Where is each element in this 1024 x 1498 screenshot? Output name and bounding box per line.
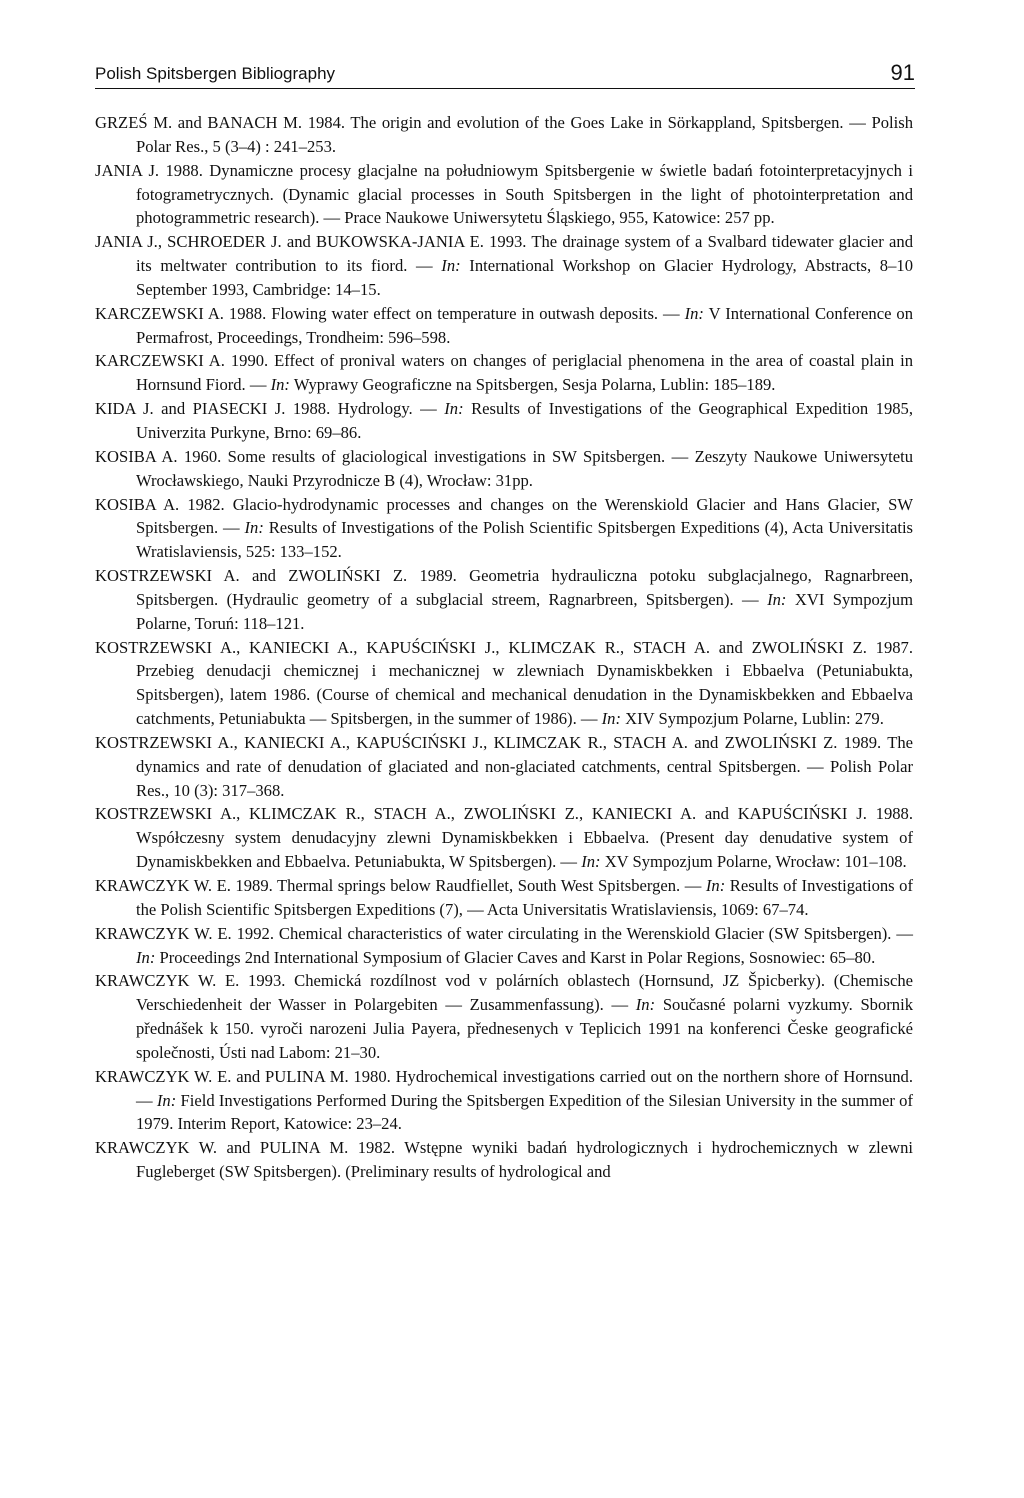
entry-text: International Workshop on Glacier Hydrology, Abstracts, 8–10 September 1993, Cambridge: 14–15. — [136, 256, 913, 299]
entry-text: KRAWCZYK W. E. and PULINA M. 1980. Hydrochemical investigations carried out on the northern shore of Hornsund. — — [95, 1066, 913, 1110]
bibliography-entry — [95, 349, 913, 397]
entry-text: Results of Investigations of the Polish Scientific Spitsbergen Expeditions (7), — Acta Universitatis Wratislaviensis, 1069: 67–74. — [136, 876, 913, 919]
bibliography-list — [95, 111, 913, 1184]
entry-text: KOSTRZEWSKI A. and ZWOLIŃSKI Z. 1989. Geometria hydrauliczna potoku subglacjalnego, Ragnarbreen, Spitsbergen. (Hydraulic geometry of a subglacial streem, Ragnarbreen, Spitsbergen). — — [95, 566, 913, 609]
entry-in-marker: In: — [136, 947, 156, 967]
bibliography-entry — [95, 230, 913, 302]
entry-text: XVI Sympozjum Polarne, Toruń: 118–121. — [136, 589, 913, 633]
entry-in-marker: In: — [635, 995, 656, 1015]
page-header — [95, 58, 915, 89]
entry-in-marker: In: — [156, 1090, 177, 1110]
entry-text: Proceedings 2nd International Symposium of Glacier Caves and Karst in Polar Regions, Sosnowiec: 65–80. — [155, 947, 876, 967]
entry-text: KRAWCZYK W. E. 1993. Chemická rozdílnost vod v polárních oblastech (Hornsund, JZ Špicberky). (Chemische Verschiedenheit der Wasser in Polargebiten — Zusammenfassung). — — [95, 971, 913, 1015]
entry-text: V International Conference on Permafrost, Proceedings, Trondheim: 596–598. — [136, 303, 913, 347]
entry-text: KIDA J. and PIASECKI J. 1988. Hydrology. — — [95, 399, 445, 419]
entry-in-marker: In: — [244, 518, 264, 538]
entry-text: KOSIBA A. 1960. Some results of glaciological investigations in SW Spitsbergen. — Zeszyty Naukowe Uniwersytetu Wrocławskiego, Nauki Przyrodnicze B (4), Wrocław: 31pp. — [95, 446, 913, 490]
bibliography-entry — [95, 111, 913, 159]
entry-text: KRAWCZYK W. and PULINA M. 1982. Wstępne wyniki badań hydrologicznych i hydrochemicznych w zlewni Fugleberget (SW Spitsbergen). (Preliminary results of hydrological and — [95, 1138, 913, 1182]
entry-text: KOSTRZEWSKI A., KLIMCZAK R., STACH A., ZWOLIŃSKI Z., KANIECKI A. and KAPUŚCIŃSKI J. 1988. Współczesny system denudacyjny zlewni Dynamiskbekken i Ebbaelva. (Present day denudative system of Dynamiskbekken and Ebbaelva. Petuniabukta, W Spitsbergen). — — [95, 804, 913, 872]
entry-text: Wyprawy Geograficzne na Spitsbergen, Sesja Polarna, Lublin: 185–189. — [289, 375, 776, 395]
page-number: 91 — [890, 60, 915, 85]
entry-in-marker: In: — [441, 256, 461, 276]
bibliography-entry — [95, 731, 913, 803]
entry-text: Results of Investigations of the Geographical Expedition 1985, Univerzita Purkyne, Brno: 69–86. — [136, 399, 913, 442]
bibliography-entry — [95, 636, 913, 731]
bibliography-entry — [95, 922, 913, 970]
entry-in-marker: In: — [767, 589, 787, 609]
entry-in-marker: In: — [270, 375, 290, 395]
entry-text: KRAWCZYK W. E. 1992. Chemical characteristics of water circulating in the Werenskiold Glacier (SW Spitsbergen). — — [95, 923, 913, 943]
bibliography-entry — [95, 1065, 913, 1137]
entry-text: GRZEŚ M. and BANACH M. 1984. The origin and evolution of the Goes Lake in Sörkappland, Spitsbergen. — Polish Polar Res., 5 (3–4) : 241–253. — [95, 113, 913, 156]
entry-in-marker: In: — [444, 399, 464, 419]
entry-text: KRAWCZYK W. E. 1989. Thermal springs below Raudfiellet, South West Spitsbergen. — — [95, 876, 706, 895]
entry-text: KOSTRZEWSKI A., KANIECKI A., KAPUŚCIŃSKI J., KLIMCZAK R., STACH A. and ZWOLIŃSKI Z. 1989. The dynamics and rate of denudation of glaciated and non-glaciated catchments, central Spitsbergen. — Polish Polar Res., 10 (3): 317–368. — [95, 732, 913, 800]
running-title: Polish Spitsbergen Bibliography — [95, 64, 336, 83]
bibliography-entry — [95, 969, 913, 1064]
entry-text: KOSIBA A. 1982. Glacio-hydrodynamic processes and changes on the Werenskiold Glacier and Hans Glacier, SW Spitsbergen. — — [95, 494, 913, 538]
entry-text: KARCZEWSKI A. 1990. Effect of pronival waters on changes of periglacial phenomena in the area of coastal plain in Hornsund Fiord. — — [95, 351, 913, 395]
entry-text: Současné polarni vyzkumy. Sbornik přednášek k 150. vyroči narozeni Julia Payera, přednesenych v Teplicich 1991 na konferenci Česke geografické společnosti, Ústi nad Labom: 21–30. — [136, 995, 913, 1062]
entry-text: KARCZEWSKI A. 1988. Flowing water effect on temperature in outwash deposits. — — [95, 303, 685, 323]
bibliography-entry — [95, 802, 913, 874]
bibliography-entry — [95, 445, 913, 493]
bibliography-entry — [95, 564, 913, 636]
bibliography-entry — [95, 874, 913, 922]
bibliography-entry — [95, 397, 913, 445]
bibliography-entry — [95, 159, 913, 231]
entry-in-marker: In: — [705, 876, 726, 895]
entry-in-marker: In: — [581, 852, 601, 872]
bibliography-entry — [95, 302, 913, 350]
entry-text: JANIA J., SCHROEDER J. and BUKOWSKA-JANIA E. 1993. The drainage system of a Svalbard tidewater glacier and its meltwater contribution to its fiord. — — [95, 232, 913, 276]
entry-text: Field Investigations Performed During the Spitsbergen Expedition of the Silesian University in the summer of 1979. Interim Report, Katowice: 23–24. — [136, 1090, 913, 1134]
entry-text: KOSTRZEWSKI A., KANIECKI A., KAPUŚCIŃSKI J., KLIMCZAK R., STACH A. and ZWOLIŃSKI Z. 1987. Przebieg denudacji chemicznej i mechanicznej w zlewniach Dynamiskbekken i Ebbaelva (Petuniabukta, Spitsbergen), latem 1986. (Course of chemical and mechanical denudation in the Dynamiskbekken and Ebbaelva catchments, Petuniabukta — Spitsbergen, in the summer of 1986). — — [95, 637, 913, 729]
entry-text: Results of Investigations of the Polish Scientific Spitsbergen Expeditions (4), Acta Universitatis Wratislaviensis, 525: 133–152. — [136, 518, 914, 562]
entry-text: XV Sympozjum Polarne, Wrocław: 101–108. — [600, 852, 907, 872]
bibliography-entry — [95, 1136, 913, 1184]
entry-in-marker: In: — [601, 709, 621, 729]
entry-in-marker: In: — [684, 303, 704, 323]
entry-text: XIV Sympozjum Polarne, Lublin: 279. — [620, 709, 884, 729]
entry-text: JANIA J. 1988. Dynamiczne procesy glacjalne na południowym Spitsbergenie w świetle badań fotointerpretacyjnych i fotogrametrycznych. (Dynamic glacial processes in South Spitsbergen in the light of photointerpretation and photogrammetric research). — Prace Naukowe Uniwersytetu Śląskiego, 955, Katowice: 257 pp. — [95, 160, 913, 228]
bibliography-entry — [95, 493, 913, 565]
